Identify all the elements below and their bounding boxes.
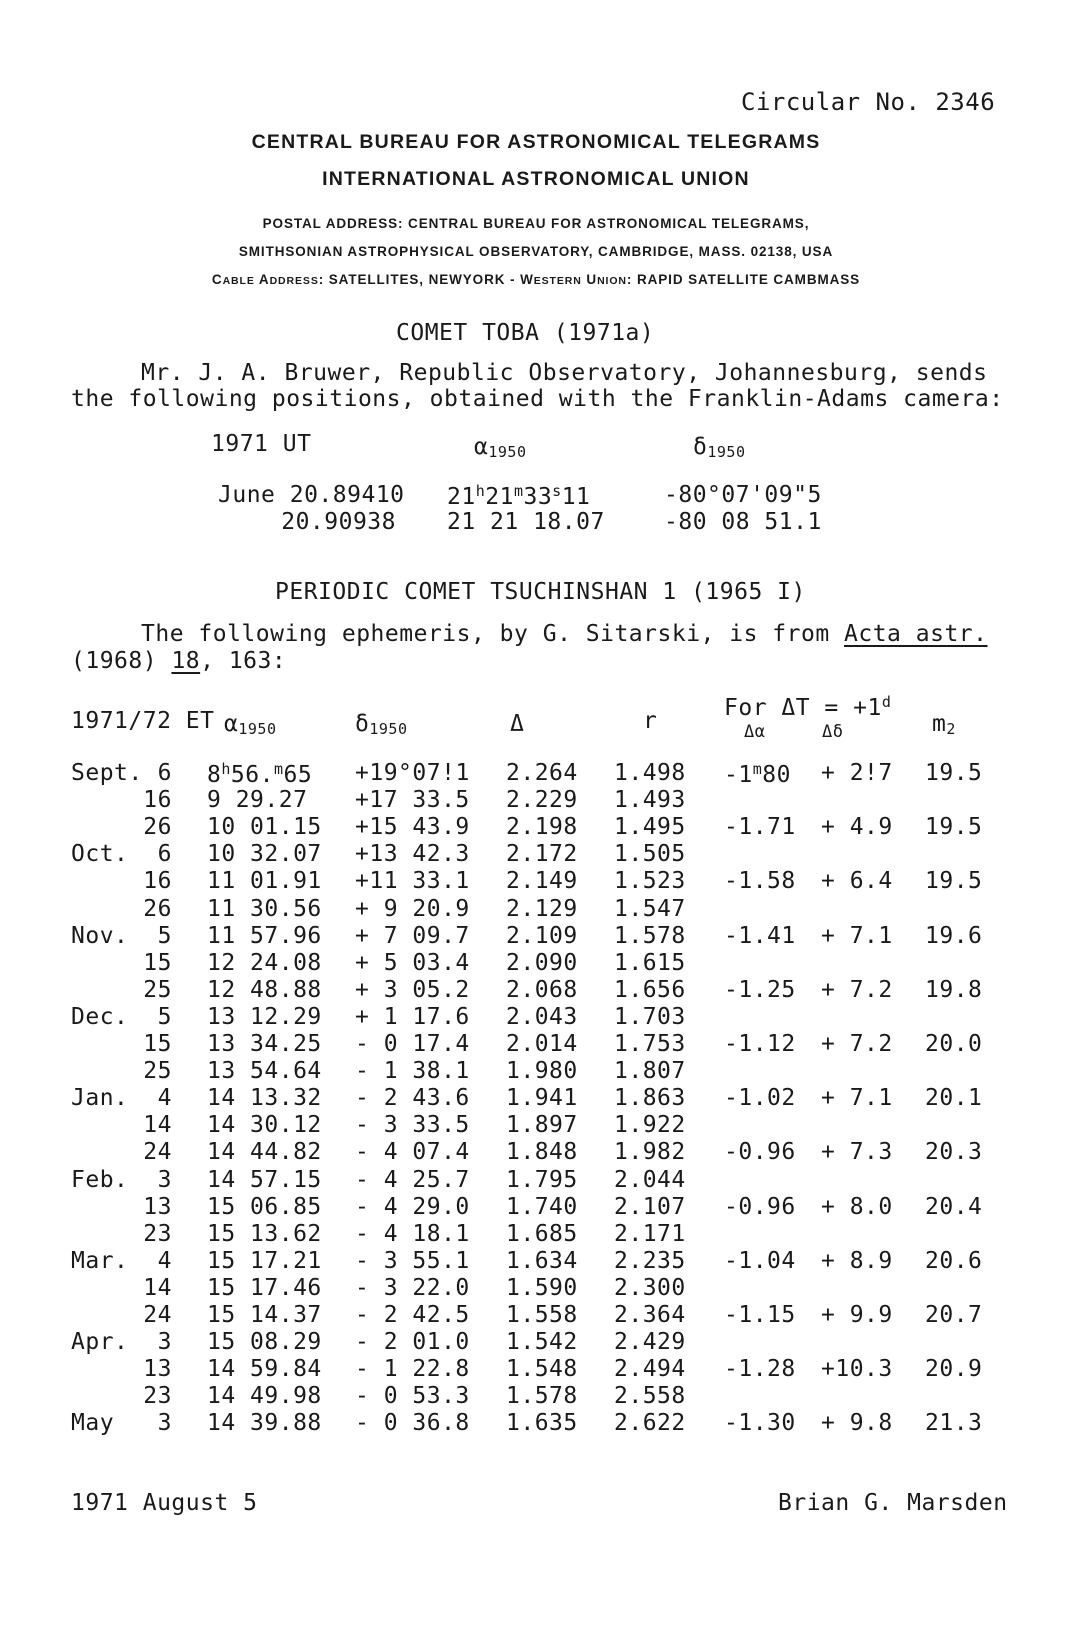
eph-ra: 12 48.88 (207, 977, 322, 1003)
eph-r: 2.044 (614, 1167, 686, 1193)
eph-ddelta: + 7.2 (821, 1031, 893, 1057)
eph-r: 2.107 (614, 1194, 686, 1220)
eph-Delta: 2.198 (506, 814, 578, 840)
eph-ra: 10 01.15 (207, 814, 322, 840)
eph-day: 6 (157, 760, 172, 786)
eph-dalpha: -0.96 (724, 1194, 796, 1220)
eph-ddelta: + 2!7 (821, 760, 893, 786)
eph-day: 3 (157, 1167, 172, 1193)
eph-ra: 11 57.96 (207, 923, 322, 949)
eph-day: 25 (143, 1058, 172, 1084)
eph-month: Jan. (71, 1085, 129, 1111)
eph-day: 4 (157, 1248, 172, 1274)
eph-day: 13 (143, 1356, 172, 1382)
eph-dalpha: -1.71 (724, 814, 796, 840)
eph-m2: 20.6 (925, 1248, 983, 1274)
eph-ddelta: + 4.9 (821, 814, 893, 840)
eph-dec: - 3 33.5 (355, 1112, 470, 1138)
eph-r: 1.922 (614, 1112, 686, 1138)
eph-Delta: 1.558 (506, 1302, 578, 1328)
eph-month: Dec. (71, 1004, 129, 1030)
eph-ra: 13 12.29 (207, 1004, 322, 1030)
eph-month: Sept. (71, 760, 143, 786)
eph-Delta: 1.980 (506, 1058, 578, 1084)
tsuchinshan-paragraph-line2: (1968) 18, 163: (71, 648, 287, 674)
eph-r: 1.505 (614, 841, 686, 867)
eph-day: 4 (157, 1085, 172, 1111)
eph-month: Nov. (71, 923, 129, 949)
eph-day: 14 (143, 1275, 172, 1301)
eph-month: May (71, 1410, 115, 1436)
eph-dalpha: -1.15 (724, 1302, 796, 1328)
eph-ra: 14 30.12 (207, 1112, 322, 1138)
eph-m2: 20.9 (925, 1356, 983, 1382)
eph-ddelta: + 9.8 (821, 1410, 893, 1436)
eph-m2: 20.7 (925, 1302, 983, 1328)
eph-ra: 15 17.21 (207, 1248, 322, 1274)
toba-col-dec: $\delta_{1950}$ (693, 434, 746, 461)
eph-ddelta: + 6.4 (821, 868, 893, 894)
toba-row2-date: 20.90938 (281, 509, 396, 535)
eph-dec: +11 33.1 (355, 868, 470, 894)
eph-m2: 20.0 (925, 1031, 983, 1057)
toba-col-ut: 1971 UT (211, 431, 312, 457)
tsuchinshan-title: PERIODIC COMET TSUCHINSHAN 1 (1965 I) (275, 579, 806, 605)
eph-dec: - 0 53.3 (355, 1383, 470, 1409)
eph-dalpha: -1.02 (724, 1085, 796, 1111)
eph-dec: + 9 20.9 (355, 896, 470, 922)
eph-month: Mar. (71, 1248, 129, 1274)
eph-Delta: 2.043 (506, 1004, 578, 1030)
eph-ra: 15 13.62 (207, 1221, 322, 1247)
eph-dec: - 0 17.4 (355, 1031, 470, 1057)
eph-r: 2.622 (614, 1410, 686, 1436)
eph-Delta: 2.172 (506, 841, 578, 867)
eph-m2: 20.4 (925, 1194, 983, 1220)
toba-row2-dec: -80 08 51.1 (664, 509, 822, 535)
eph-ddelta: + 9.9 (821, 1302, 893, 1328)
eph-Delta: 1.548 (506, 1356, 578, 1382)
eph-r: 2.300 (614, 1275, 686, 1301)
eph-day: 16 (143, 787, 172, 813)
eph-r: 1.863 (614, 1085, 686, 1111)
eph-day: 24 (143, 1302, 172, 1328)
eph-Delta: 1.897 (506, 1112, 578, 1138)
eph-day: 3 (157, 1410, 172, 1436)
eph-col-dec: $\delta_{1950}$ (355, 711, 408, 738)
eph-Delta: 1.578 (506, 1383, 578, 1409)
eph-ddelta: + 7.1 (821, 923, 893, 949)
eph-r: 2.429 (614, 1329, 686, 1355)
eph-m2: 21.3 (925, 1410, 983, 1436)
postal-address-line2: SMITHSONIAN ASTROPHYSICAL OBSERVATORY, CAMBRIDGE, MASS. 02138, USA (238, 244, 834, 259)
eph-dec: - 1 38.1 (355, 1058, 470, 1084)
footer-date: 1971 August 5 (71, 1490, 258, 1516)
eph-col-for-dt: For $\Delta T = +1^d$ (724, 693, 892, 721)
eph-day: 5 (157, 1004, 172, 1030)
eph-ddelta: + 7.3 (821, 1139, 893, 1165)
eph-col-r: r (643, 708, 658, 734)
eph-ra: 14 39.88 (207, 1410, 322, 1436)
eph-dalpha: -1.41 (724, 923, 796, 949)
eph-ra: 8$^h$56.$^m$65 (207, 760, 313, 788)
eph-Delta: 2.229 (506, 787, 578, 813)
eph-day: 14 (143, 1112, 172, 1138)
eph-ddelta: + 8.9 (821, 1248, 893, 1274)
eph-ra: 14 59.84 (207, 1356, 322, 1382)
toba-row1-date: June 20.89410 (218, 482, 405, 508)
eph-r: 1.753 (614, 1031, 686, 1057)
eph-r: 1.547 (614, 896, 686, 922)
toba-row1-ra: 21$^h$21$^m$33$^s$11 (447, 482, 591, 510)
eph-ra: 12 24.08 (207, 950, 322, 976)
eph-r: 1.615 (614, 950, 686, 976)
eph-Delta: 2.090 (506, 950, 578, 976)
eph-r: 1.703 (614, 1004, 686, 1030)
eph-ddelta: + 7.2 (821, 977, 893, 1003)
toba-col-ra: $\alpha_{1950}$ (474, 434, 527, 461)
eph-m2: 20.1 (925, 1085, 983, 1111)
eph-dec: - 4 07.4 (355, 1139, 470, 1165)
eph-Delta: 2.149 (506, 868, 578, 894)
eph-day: 15 (143, 1031, 172, 1057)
eph-r: 1.656 (614, 977, 686, 1003)
eph-dalpha: -1.58 (724, 868, 796, 894)
eph-r: 2.235 (614, 1248, 686, 1274)
eph-day: 3 (157, 1329, 172, 1355)
eph-r: 1.495 (614, 814, 686, 840)
eph-dec: - 2 01.0 (355, 1329, 470, 1355)
eph-ra: 14 13.32 (207, 1085, 322, 1111)
eph-day: 13 (143, 1194, 172, 1220)
eph-col-ddelta: Δδ (822, 722, 844, 742)
eph-ra: 13 54.64 (207, 1058, 322, 1084)
eph-ra: 14 57.15 (207, 1167, 322, 1193)
eph-Delta: 1.590 (506, 1275, 578, 1301)
eph-day: 25 (143, 977, 172, 1003)
eph-ra: 15 14.37 (207, 1302, 322, 1328)
eph-ra: 9 29.27 (207, 787, 308, 813)
eph-day: 15 (143, 950, 172, 976)
eph-Delta: 2.014 (506, 1031, 578, 1057)
eph-ddelta: + 7.1 (821, 1085, 893, 1111)
eph-r: 1.493 (614, 787, 686, 813)
eph-ddelta: + 8.0 (821, 1194, 893, 1220)
toba-row1-dec: -80°07'09"5 (664, 482, 822, 508)
eph-dec: +13 42.3 (355, 841, 470, 867)
eph-dec: - 2 42.5 (355, 1302, 470, 1328)
toba-paragraph-line2: the following positions, obtained with the Franklin-Adams camera: (71, 386, 1004, 412)
eph-ra: 14 44.82 (207, 1139, 322, 1165)
eph-Delta: 2.129 (506, 896, 578, 922)
eph-dec: +15 43.9 (355, 814, 470, 840)
eph-dalpha: -1$^m$80 (724, 760, 791, 788)
toba-title: COMET TOBA (1971a) (396, 320, 655, 346)
eph-col-ra: $\alpha_{1950}$ (224, 711, 277, 738)
eph-day: 5 (157, 923, 172, 949)
eph-Delta: 1.941 (506, 1085, 578, 1111)
eph-dalpha: -1.12 (724, 1031, 796, 1057)
eph-ra: 15 08.29 (207, 1329, 322, 1355)
circular-number: Circular No. 2346 (741, 88, 996, 116)
eph-Delta: 1.795 (506, 1167, 578, 1193)
eph-dec: - 0 36.8 (355, 1410, 470, 1436)
postal-address-line1: POSTAL ADDRESS: CENTRAL BUREAU FOR ASTRONOMICAL TELEGRAMS, (262, 216, 810, 231)
eph-dec: + 1 17.6 (355, 1004, 470, 1030)
eph-day: 23 (143, 1383, 172, 1409)
eph-day: 26 (143, 896, 172, 922)
eph-ra: 14 49.98 (207, 1383, 322, 1409)
eph-month: Oct. (71, 841, 129, 867)
eph-ra: 11 01.91 (207, 868, 322, 894)
eph-day: 24 (143, 1139, 172, 1165)
eph-dalpha: -1.04 (724, 1248, 796, 1274)
eph-r: 1.523 (614, 868, 686, 894)
eph-Delta: 1.635 (506, 1410, 578, 1436)
eph-r: 2.558 (614, 1383, 686, 1409)
eph-day: 6 (157, 841, 172, 867)
eph-m2: 19.8 (925, 977, 983, 1003)
eph-Delta: 1.542 (506, 1329, 578, 1355)
eph-Delta: 1.685 (506, 1221, 578, 1247)
eph-month: Apr. (71, 1329, 129, 1355)
eph-dec: +19°07!1 (355, 760, 470, 786)
eph-dec: - 3 55.1 (355, 1248, 470, 1274)
eph-r: 2.494 (614, 1356, 686, 1382)
eph-ra: 11 30.56 (207, 896, 322, 922)
eph-dalpha: -1.28 (724, 1356, 796, 1382)
eph-dec: + 3 05.2 (355, 977, 470, 1003)
cable-address: CABLE ADDRESS: SATELLITES, NEWYORK - WESTERN UNION: RAPID SATELLITE CAMBMASS (211, 272, 861, 287)
eph-ddelta: +10.3 (821, 1356, 893, 1382)
eph-m2: 19.6 (925, 923, 983, 949)
eph-Delta: 1.848 (506, 1139, 578, 1165)
eph-r: 1.807 (614, 1058, 686, 1084)
eph-col-dalpha: Δα (744, 722, 766, 742)
eph-day: 26 (143, 814, 172, 840)
eph-Delta: 1.634 (506, 1248, 578, 1274)
eph-dalpha: -1.25 (724, 977, 796, 1003)
bureau-title: CENTRAL BUREAU FOR ASTRONOMICAL TELEGRAMS (251, 131, 821, 153)
eph-dec: - 4 18.1 (355, 1221, 470, 1247)
eph-month: Feb. (71, 1167, 129, 1193)
eph-dec: - 3 22.0 (355, 1275, 470, 1301)
toba-paragraph-line1: Mr. J. A. Bruwer, Republic Observatory, Johannesburg, sends (141, 360, 988, 386)
eph-m2: 20.3 (925, 1139, 983, 1165)
eph-r: 1.498 (614, 760, 686, 786)
eph-dec: +17 33.5 (355, 787, 470, 813)
eph-day: 16 (143, 868, 172, 894)
eph-ra: 15 06.85 (207, 1194, 322, 1220)
eph-dec: - 4 29.0 (355, 1194, 470, 1220)
eph-col-Delta: Δ (510, 711, 525, 737)
eph-dec: - 2 43.6 (355, 1085, 470, 1111)
eph-dec: + 5 03.4 (355, 950, 470, 976)
eph-dec: - 1 22.8 (355, 1356, 470, 1382)
eph-col-m2: $m_2$ (932, 711, 956, 738)
eph-m2: 19.5 (925, 868, 983, 894)
eph-Delta: 1.740 (506, 1194, 578, 1220)
eph-dalpha: -0.96 (724, 1139, 796, 1165)
eph-Delta: 2.109 (506, 923, 578, 949)
eph-ra: 15 17.46 (207, 1275, 322, 1301)
union-title: INTERNATIONAL ASTRONOMICAL UNION (322, 168, 750, 190)
eph-dec: + 7 09.7 (355, 923, 470, 949)
eph-Delta: 2.068 (506, 977, 578, 1003)
eph-dec: - 4 25.7 (355, 1167, 470, 1193)
eph-r: 2.171 (614, 1221, 686, 1247)
eph-day: 23 (143, 1221, 172, 1247)
eph-dalpha: -1.30 (724, 1410, 796, 1436)
eph-ra: 13 34.25 (207, 1031, 322, 1057)
eph-r: 1.982 (614, 1139, 686, 1165)
eph-m2: 19.5 (925, 760, 983, 786)
eph-m2: 19.5 (925, 814, 983, 840)
eph-r: 1.578 (614, 923, 686, 949)
eph-r: 2.364 (614, 1302, 686, 1328)
toba-row2-ra: 21 21 18.07 (447, 509, 605, 535)
eph-Delta: 2.264 (506, 760, 578, 786)
eph-col-et: 1971/72 ET (71, 708, 215, 734)
eph-ra: 10 32.07 (207, 841, 322, 867)
footer-author: Brian G. Marsden (778, 1490, 1008, 1516)
tsuchinshan-paragraph-line1: The following ephemeris, by G. Sitarski, is from Acta astr. (141, 621, 988, 647)
